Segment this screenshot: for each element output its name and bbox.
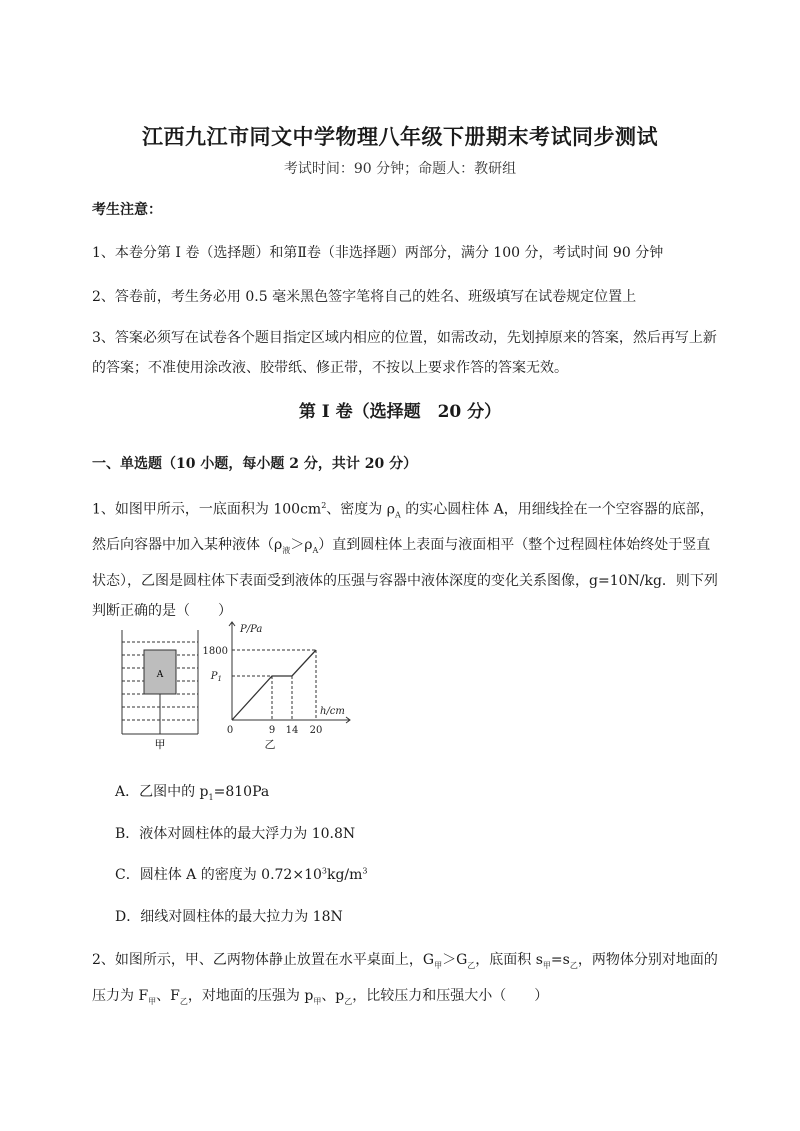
x-tick-origin: 0 [226,725,234,736]
exam-meta: 考试时间：90 分钟；命题人：教研组 [283,161,517,177]
y-tick-1800: 1800 [202,646,228,657]
x-tick-9: 9 [268,725,276,736]
option-d: D．细线对圆柱体的最大拉力为 18N [115,909,343,925]
pressure-curve [232,650,316,720]
x-tick-20: 20 [309,725,323,736]
question-2-stem: 2、如图所示，甲、乙两物体静止放置在水平桌面上，$G_甲>G_乙$，底面积 $s_甲=s_乙$，两物体分别对地面的压力为 $F_甲$、$F_乙$，对地面的压强为 $p_甲$、$p_乙$，比较压力和压强大小（ ） [92,952,718,1006]
option-a: A．乙图中的 $p_1=810Pa$ [115,784,270,802]
y-tick-p1: $P_1$ [210,671,222,683]
y-axis-label: P/Pa [240,624,263,635]
notice-item-1: 1、本卷分第 I 卷（选择题）和第Ⅱ卷（非选择题）两部分，满分 100 分，考试时间 90 分钟 [92,245,664,261]
section-subheading: 一、单选题（10 小题，每小题 2 分，共计 20 分） [92,456,418,472]
notice-heading: 考生注意： [92,202,162,218]
section-title: 第 I 卷（选择题 20 分） [298,402,502,422]
cylinder-label: A [156,670,164,680]
option-c: C．圆柱体 A 的密度为 $0.72\times 10^3kg/m^3$ [115,866,368,883]
figure-right-caption: 乙 [264,738,276,751]
option-b: B．液体对圆柱体的最大浮力为 10.8N [115,826,356,842]
x-axis-label: h/cm [320,706,345,717]
page-title: 江西九江市同文中学物理八年级下册期末考试同步测试 [142,124,658,149]
question-1-stem: 1、如图甲所示，一底面积为 $100cm^2$、密度为 $\rho_A$ 的实心圆柱体 A，用细线拴在一个空容器的底部，然后向容器中加入某种液体$(\rho_液>\rho_A)$直到圆柱体上表面与液面相平（整个过程圆柱体始终处于竖直状态），乙图是圆柱体下表面受到液体的压强与容器中液体深度的变化关系图像，g=10N/kg．则下列判断正确的是（ ） [92,501,718,620]
figure-left-caption: 甲 [154,738,166,751]
figure-container-diagram [118,622,208,752]
notice-item-2: 2、答卷前，考生务必用 0.5 毫米黑色签字笔将自己的姓名、班级填写在试卷规定位置上 [92,289,637,305]
notice-item-3: 3、答案必须写在试卷各个题目指定区域内相应的位置，如需改动，先划掉原来的答案，然后再写上新的答案；不准使用涂改液、胶带纸、修正带，不按以上要求作答的答案无效。 [92,330,717,376]
x-tick-14: 14 [285,725,299,736]
figure-pressure-graph [200,614,360,754]
